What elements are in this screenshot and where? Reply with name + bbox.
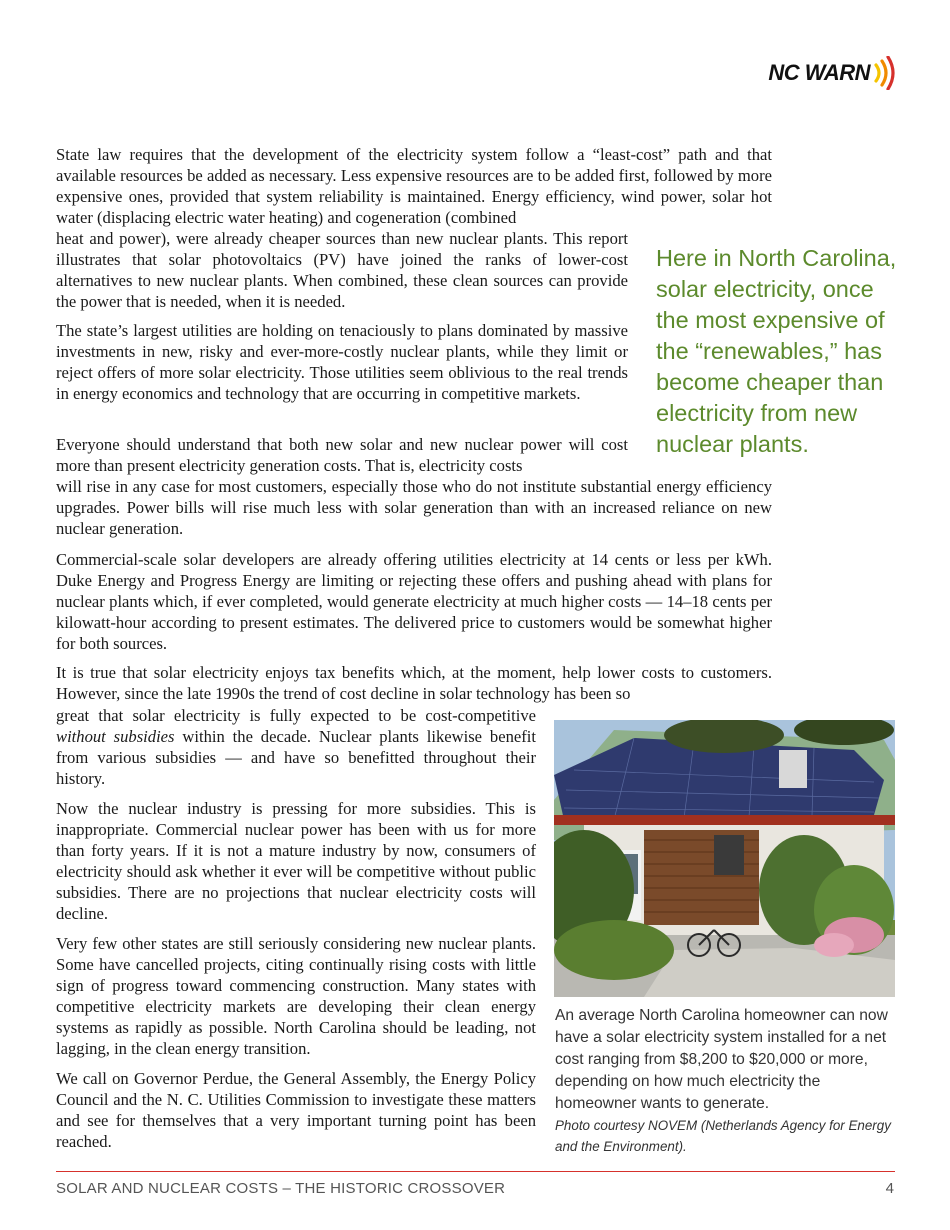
subsidy-text-pre: great that solar electricity is fully expected to be cost-competitive [56,706,536,725]
page-number: 4 [885,1180,894,1197]
paragraph-least-cost-continued: heat and power), were already cheaper sources than new nuclear plants. This report illustrates that solar photovoltaics (PV) have joined the ranks of lower-cost alternatives to new nuclear plants. When combined, these clean sources can provide the power that is needed, when it is needed. [56,229,628,311]
nc-warn-logo [768,56,898,90]
paragraph-commercial-solar: Commercial-scale solar developers are already offering utilities electricity at 14 cents or less per kWh. Duke Energy and Progress Energy are limiting or rejecting these offers and pushing ahead with plans for nuclear plants which, if ever completed, would generate electricity at much higher costs — 14–18 cents per kilowatt-hour according to present estimates. The delivered price to customers would be somewhat higher for both sources. [56,550,772,653]
footer-title: SOLAR AND NUCLEAR COSTS – THE HISTORIC CROSSOVER [56,1180,506,1197]
paragraph-costs-rise-continued: will rise in any case for most customers, especially those who do not institute substantial energy efficiency upgrades. Power bills will rise much less with solar generation than with an increased reliance on new nuclear generation. [56,477,772,538]
paragraph-least-cost: State law requires that the development of the electricity system follow a “least-cost” path and that available resources be added as necessary. Less expensive resources are to be added first, followed by more expensive ones, provided that system reliability is maintained. Energy efficiency, wind power, solar hot water (displacing electric water heating) and cogeneration (combined [56,145,772,227]
signal-waves-icon [872,56,898,90]
subsidy-text-post: within the decade. Nuclear plants likewise benefit from various subsidies — and have so benefitted throughout their history. [56,727,536,788]
paragraph-nuclear-subsidies: Now the nuclear industry is pressing for more subsidies. This is inappropriate. Commercial nuclear power has been with us for more than forty years. If it is not a mature industry by now, consumers of electricity should ask whether it ever will be competitive without public subsidies. There are no projections that nuclear electricity costs will decline. [56,799,536,923]
solar-house-photo [554,720,895,997]
paragraph-utilities: The state’s largest utilities are holding on tenaciously to plans dominated by massive investments in new, risky and ever-more-costly nuclear plants, while they limit or reject offers of more solar electricity. Those utilities seem oblivious to the real trends in energy economics and technology that are occurring in competitive markets. [56,321,628,403]
logo-text: NC WARN [768,60,870,85]
footer-rule [56,1171,895,1172]
paragraph-other-states: Very few other states are still seriously considering new nuclear plants. Some have cancelled projects, citing continually rising costs with little sign of progress toward commencing construction. Many states with competitive electricity markets are developing their clean energy systems as rapidly as possible. North Carolina should be leading, not lagging, in the clean energy transition. [56,934,536,1058]
paragraph-tax-benefits: It is true that solar electricity enjoys tax benefits which, at the moment, help lower costs to customers. However, since the late 1990s the trend of cost decline in solar technology has been so [56,663,772,703]
paragraph-call-to-action: We call on Governor Perdue, the General Assembly, the Energy Policy Council and the N. C. Utilities Commission to investigate these matters and see for themselves that a very important turning point has been reached. [56,1069,536,1151]
pull-quote: Here in North Carolina, solar electricity, once the most expensive of the “renewables,” has become cheaper than electricity from new nuclear plants. [656,245,897,457]
paragraph-tax-benefits-continued [56,705,536,789]
subsidy-emphasis: without subsidies [56,727,175,746]
photo-caption: An average North Carolina homeowner can now have a solar electricity system installed for a net cost ranging from $8,200 to $20,000 or more, depending on how much electricity the homeowner wants to generate. [555,1007,888,1112]
photo-credit: Photo courtesy NOVEM (Netherlands Agency for Energy and the Environment). [555,1118,891,1154]
paragraph-costs-rise: Everyone should understand that both new solar and new nuclear power will cost more than present electricity generation costs. That is, electricity costs [56,435,628,475]
